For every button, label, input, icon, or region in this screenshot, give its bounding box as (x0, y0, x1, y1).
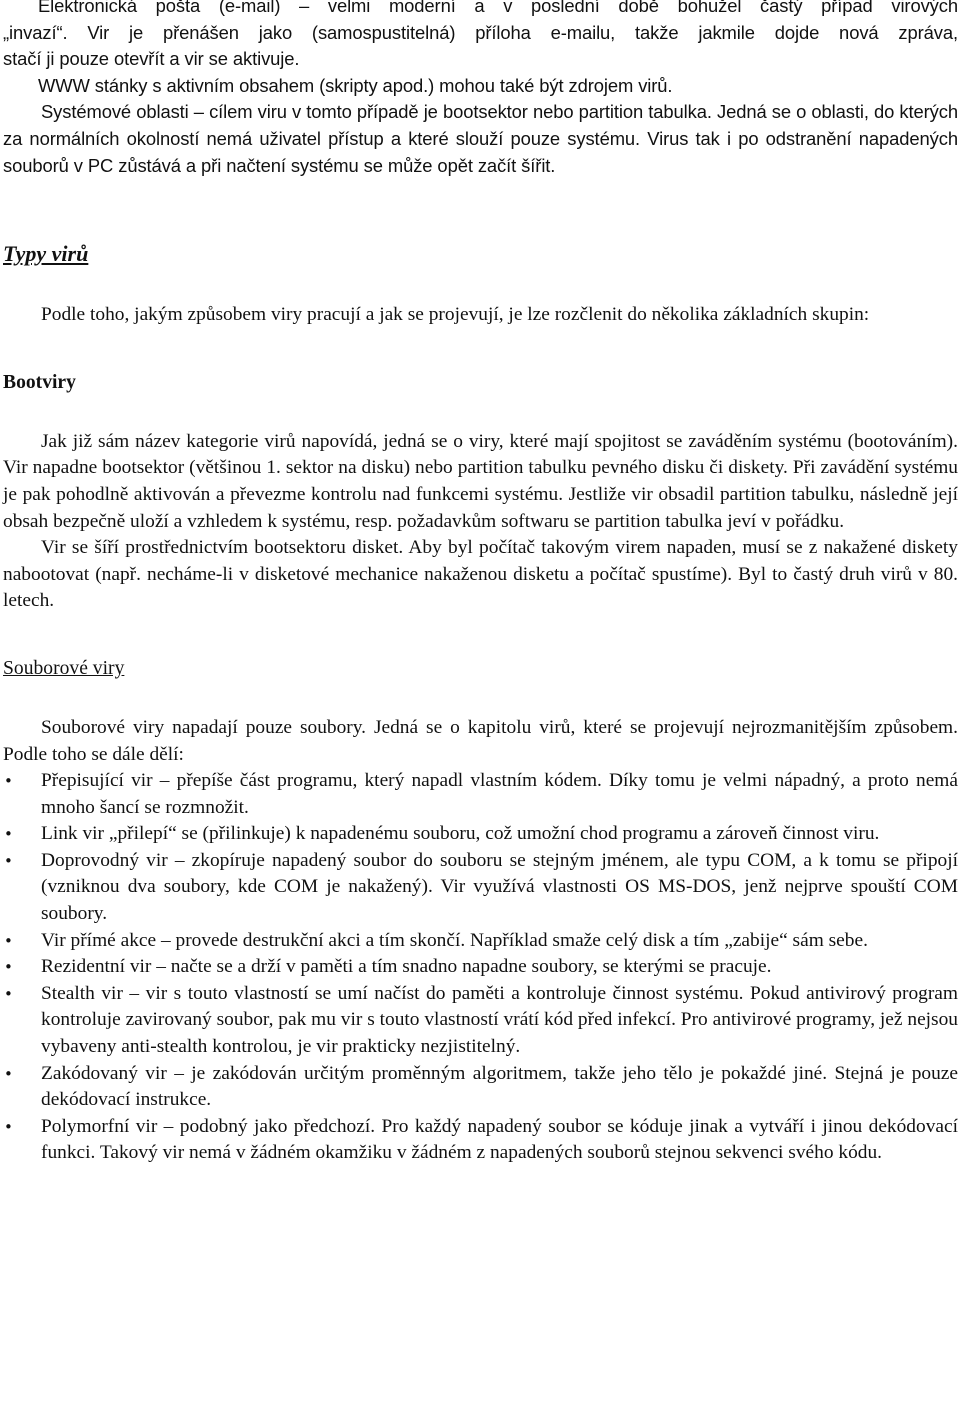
list-item-prepisujici: • Přepisující vir – přepíše část programu, který napadl vlastním kódem. Díky tomu je velmi nápadný, a proto nemá mnoho šancí se rozmnožit. (4, 770, 958, 818)
section-typy-viru (3, 239, 958, 1167)
intro-email-line-3: stačí ji pouze otevřít a vir se aktivuje. (3, 48, 300, 70)
heading-souborove-viry: Souborové viry (3, 657, 125, 679)
bullet-icon: • (4, 931, 13, 950)
bullet-icon: • (4, 958, 13, 977)
list-item-polymorfni: • Polymorfní vir – podobný jako předchozí. Pro každý napadený soubor se kóduje jinak a vytváří i jinou dekódovací funkci. Takový vir nemá v žádném okamžiku v žádném z napadených souborů stejnou sekvenci svého kódu. (4, 1115, 958, 1164)
list-item-link: • Link vir „přilepí“ se (přilinkuje) k napadenému souboru, což umožní chod programu a zároveň činnost viru. (3, 821, 958, 848)
intro-www: WWW stánky s aktivním obsahem (skripty apod.) mohou také být zdrojem virů. (38, 74, 673, 96)
section-intro: Podle toho, jakým způsobem viry pracují a jak se projevují, je lze rozčlenit do několika základních skupin: (41, 304, 870, 326)
bullet-icon: • (4, 1064, 13, 1083)
list-item-doprovodny: • Doprovodný vir – zkopíruje napadený soubor do souboru se stejným jménem, ale typu COM, a k tomu se připojí (vzniknou dva soubory, kde COM je nakažený). Vir využívá vlastnosti OS MS-DOS, jenž nejprve spouští COM soubory. (4, 849, 958, 925)
bullet-icon: • (4, 1117, 13, 1136)
intro-system-block (3, 99, 958, 179)
list-item-prime-akce: • Vir přímé akce – provede destrukční akci a tím skončí. Například smaže celý disk a tím „zabije“ sám sebe. (3, 928, 958, 955)
intro-email-line-2: „invazí“. Vir je přenášen jako (samospustitelná) příloha e-mailu, takže jakmile dojde nová zpráva, (3, 21, 958, 43)
bootviry-paragraph-2: Vir se šíří prostřednictvím bootsektoru disket. Aby byl počítač takovým virem napaden, musí se z nakažené diskety nabootovat (např. necháme-li v disketové mechanice nakaženou disketu a počítač spustíme). Byl to častý druh virů v 80. letech. (3, 537, 958, 612)
bullet-icon: • (4, 772, 13, 791)
souborove-list (3, 768, 958, 1167)
intro-email-line-1: Elektronická pošta (e-mail) – velmi moderní a v poslední době bohužel častý případ virových (38, 0, 958, 16)
intro-block (38, 0, 958, 20)
bullet-icon: • (4, 984, 13, 1003)
bullet-icon: • (4, 825, 13, 844)
intro-block-cont (3, 20, 958, 73)
souborove-intro: Souborové viry napadají pouze soubory. Jedná se o kapitolu virů, které se projevují nejrozmanitějším způsobem. Podle toho se dále dělí: (3, 716, 958, 765)
intro-system-areas: Systémové oblasti – cílem viru v tomto případě je bootsektor nebo partition tabulka. Jedná se o oblasti, do kterých za normálních okolností nemá uživatel přístup a které slouží pouze systému. Virus tak i po odstranění napadených souborů v PC zůstává a při načtení systému se může opět začít šířit. (3, 101, 958, 176)
bootviry-paragraph-1: Jak již sám název kategorie virů napovídá, jedná se o viry, které mají spojitost se zaváděním systému (bootováním). Vir napadne bootsektor (většinou 1. sektor na disku) nebo partition tabulku pevného disku či diskety. Při zavádění systému je pak pohodlně aktivován a převezme kontrolu nad funkcemi systému. Jestliže vir obsadil partition tabulku, následně její obsah bezpečně uloží a vzhledem k systému, resp. požadavkům softwaru se partition tabulka jeví v pořádku. (3, 430, 958, 532)
intro-www-block (38, 73, 960, 100)
heading-bootviry: Bootviry (3, 371, 76, 393)
section-title: Typy virů (3, 241, 89, 267)
list-item-zakodovany: • Zakódovaný vir – je zakódován určitým proměnným algoritmem, takže jeho tělo je pokaždé jiné. Stejná je pouze dekódovací instrukce. (4, 1062, 958, 1111)
list-item-stealth: • Stealth vir – vir s touto vlastností se umí načíst do paměti a kontroluje činnost systému. Pokud antivirový program kontroluje zavirovaný soubor, pak mu vir s touto vlastností vrátí kód před infekcí. Pro antivirové programy, jež nejsou vybaveny anti-stealth kontrolou, je vir prakticky nezjistitelný. (4, 982, 958, 1058)
bullet-icon: • (4, 851, 13, 870)
list-item-rezidentni: • Rezidentní vir – načte se a drží v paměti a tím snadno napadne soubory, se kterými se pracuje. (3, 954, 958, 981)
